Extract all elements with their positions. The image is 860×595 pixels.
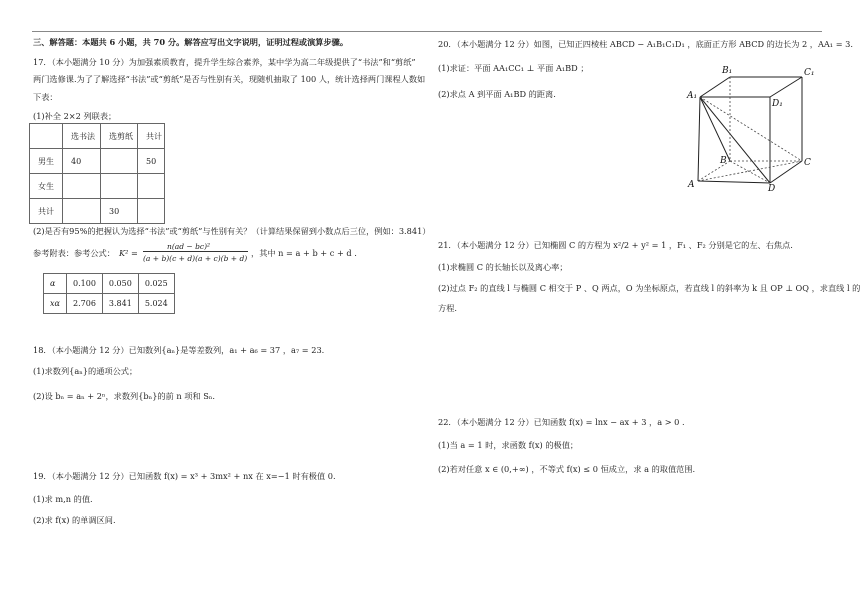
table-cell	[63, 174, 101, 199]
q18-part2: (2)设 bₙ = aₙ + 2ⁿ，求数列{bₙ}的前 n 项和 Sₙ.	[33, 391, 216, 401]
q18-part1: (1)求数列{aₙ}的通项公式；	[33, 366, 138, 376]
label-c1: C₁	[804, 68, 814, 78]
label-d1: D₁	[772, 99, 783, 109]
q17-stem-line1: 17．（本小题满分 10 分）为加强素质教育，提升学生综合素养，某中学为高二年级提供了“书法”和“剪纸”	[33, 57, 416, 67]
reference-table	[43, 273, 175, 314]
label-b1: B₁	[722, 66, 733, 76]
table-row	[30, 174, 165, 199]
table-cell	[101, 174, 138, 199]
q22-part1: (1)当 a = 1 时，求函数 f(x) 的极值；	[438, 440, 579, 450]
table-row	[44, 274, 175, 294]
label-b: B	[720, 156, 727, 166]
q17-stem-line3: 下表：	[33, 92, 58, 102]
q21-part2-line2: 方程.	[438, 303, 457, 313]
hidden-edge-ac	[698, 161, 802, 181]
q21-part2-line1: (2)过点 F₂ 的直线 l 与椭圆 C 相交于 P 、Q 两点，O 为坐标原点，若直线 l 的斜率为 k 且 OP ⊥ OQ ，求直线 l 的	[438, 283, 860, 293]
q22-stem: 22．（本小题满分 12 分）已知函数 f(x) = lnx − ax + 3 ，a > 0 .	[438, 417, 685, 427]
table-row	[30, 149, 165, 174]
table-cell	[138, 174, 165, 199]
edge-ad	[698, 181, 770, 183]
table-cell: 共计	[30, 199, 63, 224]
table-header-row	[30, 124, 165, 149]
q19-part1: (1)求 m,n 的值.	[33, 494, 93, 504]
table-cell	[30, 124, 63, 149]
table-cell: 40	[63, 149, 101, 174]
table-cell: 女生	[30, 174, 63, 199]
q17-ref-label: 参考附表：参考公式：	[33, 248, 115, 258]
table-cell: 5.024	[138, 294, 174, 314]
q19-stem: 19．（本小题满分 12 分）已知函数 f(x) = x³ + 3mx² + nx 在 x=−1 时有极值 0.	[33, 471, 336, 481]
table-cell: 30	[101, 199, 138, 224]
section-heading: 三、解答题：本题共 6 小题，共 70 分。解答应写出文字说明，证明过程或演算步骤。	[33, 37, 349, 47]
q17-stem-line2: 两门选修课.为了了解选择“书法”或“剪纸”是否与性别有关，现随机抽取了 100 人，统计选择两门课程人数如	[33, 74, 426, 84]
edge-aa1	[698, 97, 700, 181]
table-cell: 0.025	[138, 274, 174, 294]
fraction-bar	[143, 251, 248, 252]
label-a: A	[688, 180, 695, 190]
edge-a1d	[700, 97, 770, 183]
table-cell: 男生	[30, 149, 63, 174]
q20-part2: (2)求点 A 到平面 A₁BD 的距离.	[438, 89, 556, 99]
table-cell: 选剪纸	[101, 124, 138, 149]
formula-tail: ，其中 n = a + b + c + d .	[251, 248, 357, 258]
q19-part2: (2)求 f(x) 的单调区间.	[33, 515, 116, 525]
q18-stem: 18．（本小题满分 12 分）已知数列{aₙ}是等差数列，a₁ + a₆ = 37 ，a₇ = 23.	[33, 345, 325, 355]
table-cell: 共计	[138, 124, 165, 149]
prism-diagram	[686, 65, 814, 193]
table-cell: 选书法	[63, 124, 101, 149]
top-rule	[32, 31, 822, 32]
label-c: C	[804, 158, 811, 168]
q17-part2: (2)是否有95%的把握认为选择“书法”或“剪纸”与性别有关？（计算结果保留到小数点后三位，例如：3.841）	[33, 226, 431, 236]
table-cell: α	[44, 274, 67, 294]
table-cell: 50	[138, 149, 165, 174]
table-cell	[101, 149, 138, 174]
table-cell	[138, 199, 165, 224]
table-row	[44, 294, 175, 314]
q21-stem: 21．（本小题满分 12 分）已知椭圆 C 的方程为 x²/2 + y² = 1 ，F₁ 、F₂ 分别是它的左、右焦点.	[438, 240, 793, 250]
table-cell: 3.841	[102, 294, 138, 314]
formula-denominator: (a + b)(c + d)(a + c)(b + d)	[143, 254, 248, 263]
q20-stem: 20．（本小题满分 12 分）如图，已知正四棱柱 ABCD − A₁B₁C₁D₁ ，底面正方形 ABCD 的边长为 2 ，AA₁ = 3.	[438, 39, 853, 49]
q20-part1: (1)求证：平面 AA₁CC₁ ⊥ 平面 A₁BD ；	[438, 63, 589, 73]
table-cell: 0.100	[67, 274, 103, 294]
q17-part1: (1)补全 2×2 列联表；	[33, 111, 117, 121]
formula-numerator: n(ad − bc)²	[167, 242, 211, 251]
q21-part1: (1)求椭圆 C 的长轴长以及离心率；	[438, 262, 568, 272]
edge-c1d1	[770, 77, 802, 97]
formula-lhs: K² =	[119, 248, 138, 258]
table-cell	[63, 199, 101, 224]
label-d: D	[768, 184, 776, 193]
label-a1: A₁	[687, 91, 698, 101]
table-row	[30, 199, 165, 224]
hidden-edge-bd	[730, 161, 770, 183]
q22-part2: (2)若对任意 x ∈ (0,+∞) ，不等式 f(x) ≤ 0 恒成立，求 a 的取值范围.	[438, 464, 696, 474]
table-cell: 0.050	[102, 274, 138, 294]
table-cell: xα	[44, 294, 67, 314]
contingency-table	[29, 123, 165, 224]
table-cell: 2.706	[67, 294, 103, 314]
edge-a1b1	[700, 77, 730, 97]
